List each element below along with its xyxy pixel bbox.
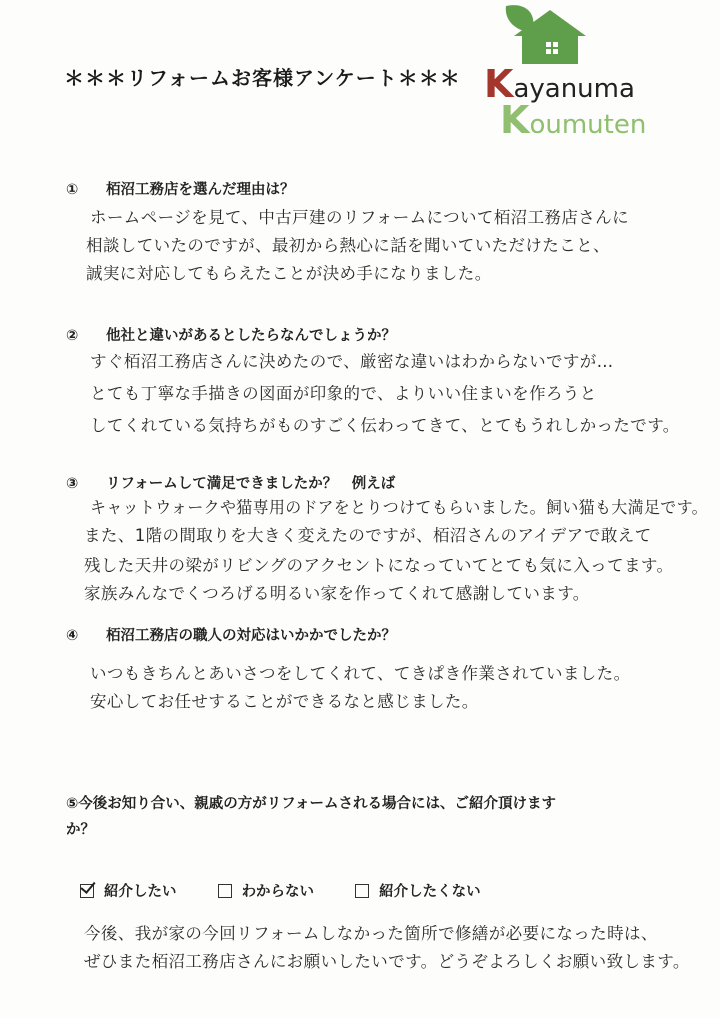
answer-2-line: すぐ栢沼工務店さんに決めたので、厳密な違いはわからないですが… xyxy=(90,352,614,371)
answer-5-line: ぜひまた栢沼工務店さんにお願いしたいです。どうぞよろしくお願い致します。 xyxy=(84,952,690,971)
survey-title: ＊＊＊リフォームお客様アンケート＊＊＊ xyxy=(64,66,461,90)
question-3: ③ リフォームして満足できましたか？ 例えば xyxy=(66,476,396,492)
answer-3-line: 家族みんなでくつろげる明るい家を作ってくれて感謝しています。 xyxy=(84,584,590,603)
question-5-continued: か？ xyxy=(66,822,95,838)
question-1: ① 栢沼工務店を選んだ理由は？ xyxy=(66,182,295,198)
answer-3-line: キャットウォークや猫専用のドアをとりつけてもらいました。飼い猫も大満足です。 xyxy=(90,498,708,517)
checkbox[interactable] xyxy=(218,884,232,898)
answer-1-line: 相談していたのですが、最初から熱心に話を聞いていただけたこと、 xyxy=(86,236,610,255)
company-logo xyxy=(478,2,688,142)
question-5: ⑤今後お知り合い、親戚の方がリフォームされる場合には、ご紹介頂けます xyxy=(66,796,557,812)
answer-1-line: 誠実に対応してもらえたことが決め手になりました。 xyxy=(86,264,492,283)
answer-3-line: 残した天井の梁がリビングのアクセントになっていてとても気に入ってます。 xyxy=(84,556,674,575)
question-4: ④ 栢沼工務店の職人の対応はいかかでしたか？ xyxy=(66,628,396,644)
logo-text-koumuten: Koumuten xyxy=(500,98,647,142)
answer-2-line: とても丁寧な手描きの図面が印象的で、よりいい住まいを作ろうと xyxy=(90,384,597,403)
choice-not-sure[interactable]: わからない xyxy=(218,880,315,901)
answer-4-line: いつもきちんとあいさつをしてくれて、てきぱき作業されていました。 xyxy=(90,664,631,683)
answer-4-line: 安心してお任せすることができるなと感じました。 xyxy=(90,692,479,711)
choice-do-not-want-to-refer[interactable]: 紹介したくない xyxy=(355,880,481,901)
logo-text-kayanuma: Kayanuma xyxy=(484,62,635,106)
referral-choices xyxy=(80,880,517,902)
answer-5-line: 今後、我が家の今回リフォームしなかった箇所で修繕が必要になった時は、 xyxy=(84,924,658,943)
question-2: ② 他社と違いがあるとしたらなんでしょうか？ xyxy=(66,328,396,344)
choice-want-to-refer[interactable]: 紹介したい xyxy=(80,880,177,901)
checkbox[interactable] xyxy=(355,884,369,898)
answer-3-line: また、1階の間取りを大きく変えたのですが、栢沼さんのアイデアで敢えて xyxy=(84,526,652,545)
answer-2-line: してくれている気持ちがものすごく伝わってきて、とてもうれしかったです。 xyxy=(90,416,680,435)
checkbox-checked[interactable] xyxy=(80,884,94,898)
answer-1-line: ホームページを見て、中古戸建のリフォームについて栢沼工務店さんに xyxy=(90,208,629,227)
house-leaf-icon xyxy=(494,2,594,64)
